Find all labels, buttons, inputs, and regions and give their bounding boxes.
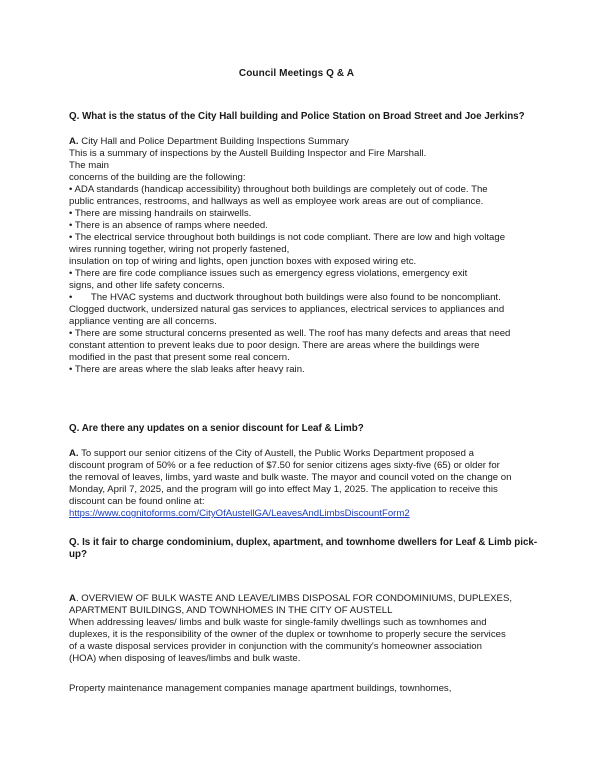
answer-1-line: modified in the past that present some real concern. bbox=[69, 352, 290, 363]
answer-1-line: Clogged ductwork, undersized natural gas services to appliances, electrical services to appliances and bbox=[69, 304, 505, 315]
answer-3-line: A. OVERVIEW OF BULK WASTE AND LEAVE/LIMBS DISPOSAL FOR CONDOMINIUMS, DUPLEXES, bbox=[69, 593, 513, 604]
answer-2 bbox=[69, 448, 529, 520]
discount-form-link[interactable]: https://www.cognitoforms.com/CityOfAustellGA/LeavesAndLimbsDiscountForm2 bbox=[69, 508, 410, 519]
answer-1-line: insulation on top of wiring and lights, open junction boxes with exposed wiring etc. bbox=[69, 256, 417, 267]
answer-1-line: concerns of the building are the following: bbox=[69, 172, 246, 183]
answer-1-line: • The electrical service throughout both buildings is not code compliant. There are low and high voltage bbox=[69, 232, 506, 243]
answer-1-line: The main bbox=[69, 160, 109, 171]
answer-1-line: • There are areas where the slab leaks after heavy rain. bbox=[69, 364, 305, 375]
question-1: Q. What is the status of the City Hall building and Police Station on Broad Street and Joe Jerkins? bbox=[69, 111, 525, 122]
answer-3-prefix: A bbox=[69, 593, 76, 604]
question-3: Q. Is it fair to charge condominium, duplex, apartment, and townhome dwellers for Leaf & Limb pick- up? bbox=[69, 537, 538, 560]
answer-3-line: of a waste disposal services provider in conjunction with the community's homeowner association bbox=[69, 641, 482, 652]
page-title: Council Meetings Q & A bbox=[238, 68, 355, 79]
answer-2-line: discount can be found online at: bbox=[69, 496, 205, 507]
answer-1-line: • There are some structural concerns presented as well. The roof has many defects and areas that need bbox=[69, 328, 511, 339]
answer-1-line: A. City Hall and Police Department Building Inspections Summary bbox=[69, 136, 349, 147]
answer-3 bbox=[69, 593, 529, 665]
answer-1-line: • There are missing handrails on stairwells. bbox=[69, 208, 252, 219]
answer-3-line: APARTMENT BUILDINGS, AND TOWNHOMES IN THE CITY OF AUSTELL bbox=[69, 605, 393, 616]
answer-1-line: constant attention to prevent leaks due to poor design. There are areas where the buildings were bbox=[69, 340, 480, 351]
answer-1-line: public entrances, restrooms, and hallways as well as employee work areas are out of compliance. bbox=[69, 196, 484, 207]
answer-1-line: • The HVAC systems and ductwork throughout both buildings were also found to be noncompliant. bbox=[69, 292, 501, 303]
answer-1-line: • ADA standards (handicap accessibility) throughout both buildings are completely out of code. The bbox=[69, 184, 488, 195]
answer-1 bbox=[69, 136, 529, 376]
answer-2-line: A. To support our senior citizens of the City of Austell, the Public Works Department proposed a bbox=[69, 448, 474, 459]
answer-1-line: This is a summary of inspections by the Austell Building Inspector and Fire Marshall. bbox=[69, 148, 427, 159]
answer-1-prefix: A. bbox=[69, 136, 79, 147]
answer-2-prefix: A. bbox=[69, 448, 79, 459]
answer-2-line: discount program of 50% or a fee reduction of $7.50 for senior citizens ages sixty-five (65) or older for bbox=[69, 460, 500, 471]
answer-1-line: signs, and other life safety concerns. bbox=[69, 280, 225, 291]
answer-2-line: Monday, April 7, 2025, and the program will go into effect May 1, 2025. The application to receive this bbox=[69, 484, 498, 495]
answer-1-line: • There are fire code compliance issues such as emergency egress violations, emergency exit bbox=[69, 268, 468, 279]
answer-3-trailing-paragraph: Property maintenance management companies manage apartment buildings, townhomes, bbox=[69, 683, 452, 694]
answer-3-line: (HOA) when disposing of leaves/limbs and bulk waste. bbox=[69, 653, 301, 664]
answer-3-line: duplexes, it is the responsibility of the owner of the duplex or townhome to properly secure the services bbox=[69, 629, 506, 640]
question-2: Q. Are there any updates on a senior discount for Leaf & Limb? bbox=[69, 423, 364, 434]
answer-3-line: When addressing leaves/ limbs and bulk waste for single-family dwellings such as townhomes and bbox=[69, 617, 487, 628]
answer-1-line: appliance venting are all concerns. bbox=[69, 316, 217, 327]
answer-1-line: wires running together, wiring not properly fastened, bbox=[69, 244, 290, 255]
answer-1-line: • There is an absence of ramps where needed. bbox=[69, 220, 268, 231]
answer-2-line: the removal of leaves, limbs, yard waste and bulk waste. The mayor and council voted on the change on bbox=[69, 472, 512, 483]
